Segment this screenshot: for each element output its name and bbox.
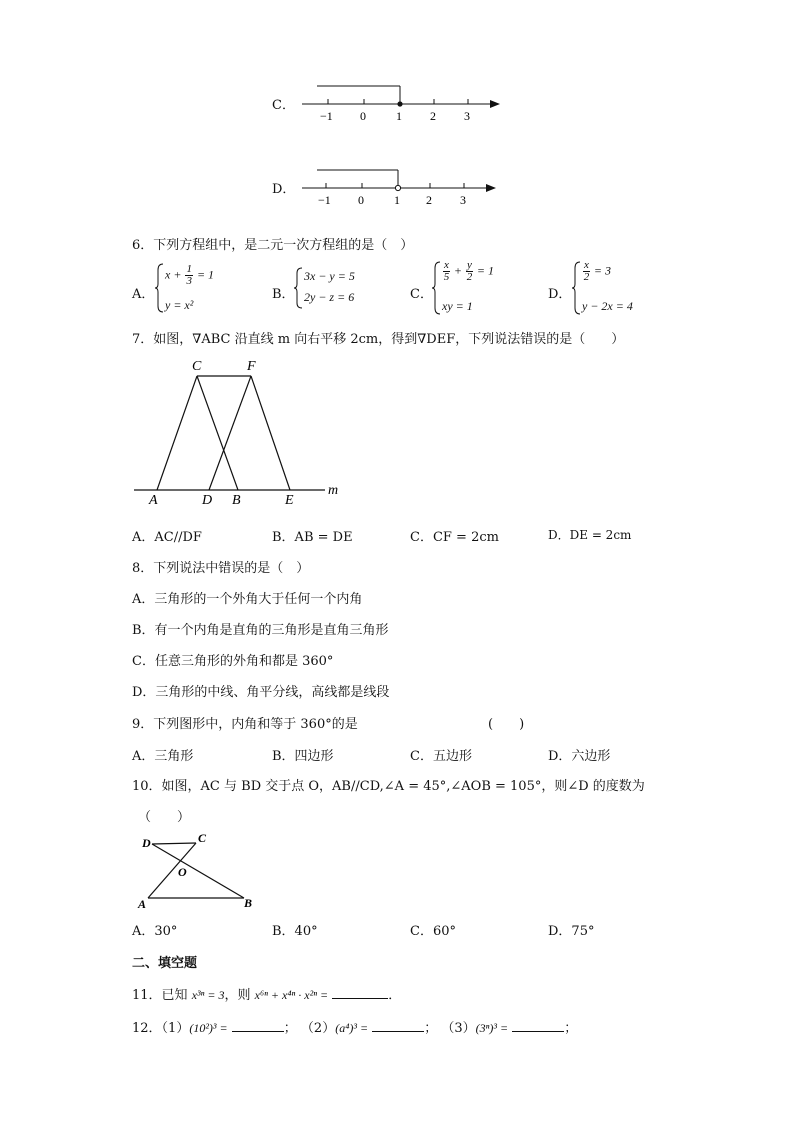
brace-icon	[155, 262, 165, 314]
q6-system-a	[155, 262, 255, 314]
q8-option-d: D．三角形的中线、角平分线，高线都是线段	[132, 685, 390, 700]
brace-icon	[294, 266, 304, 310]
tick-label: 2	[430, 109, 436, 123]
q6-d-frac-num: x	[584, 259, 589, 271]
q6-c-row1-post: = 1	[476, 263, 494, 278]
q12-p3-label: （3）	[441, 1021, 476, 1036]
q12-sep1: ；	[283, 1021, 297, 1036]
q6-option-b-label: B．	[272, 287, 295, 302]
q6-option-a-label: A．	[132, 287, 155, 302]
tick-label: 3	[460, 193, 466, 207]
answer-blank[interactable]	[232, 1019, 284, 1032]
q6-option-d-label: D．	[548, 287, 572, 302]
q12-p1-label: （1）	[161, 1021, 190, 1036]
q8-option-a: A．三角形的一个外角大于任何一个内角	[132, 592, 363, 607]
point-label-e: E	[285, 493, 294, 508]
answer-blank[interactable]	[512, 1019, 564, 1032]
answer-blank[interactable]	[372, 1019, 424, 1032]
q12-sep3: ；	[564, 1021, 578, 1036]
point-label-d: D	[202, 493, 213, 508]
q11-given: x³ⁿ = 3	[191, 988, 225, 1002]
q6-system-c	[432, 260, 532, 316]
q11-end: ．	[388, 988, 402, 1003]
q6-c-frac1-num: x	[444, 259, 449, 271]
q10-option-c: C．60°	[410, 924, 456, 939]
q5-option-d-label: D．	[272, 182, 296, 197]
q12-p2-label: （2）	[300, 1021, 336, 1036]
section-title: 二、填空题	[132, 956, 198, 971]
q6-a-row1-pre: x +	[165, 267, 182, 282]
tick-label: 0	[358, 193, 364, 207]
point-label-c: C	[198, 831, 207, 845]
q9-option-c: C．五边形	[410, 749, 472, 764]
q8-option-b: B．有一个内角是直角的三角形是直角三角形	[132, 623, 389, 638]
q6-a-frac-den: 3	[186, 275, 192, 287]
point-label-b: B	[232, 493, 241, 508]
q6-c-frac1-den: 5	[443, 271, 450, 283]
number-line-d	[300, 164, 510, 209]
point-label-a: A	[149, 493, 158, 508]
tick-label: −1	[320, 109, 333, 123]
point-label-b: B	[244, 896, 253, 910]
q6-d-row1-post: = 3	[593, 263, 611, 278]
q12-p3-expr: (3ⁿ)³ =	[475, 1021, 509, 1035]
q9-paren: ( )	[488, 717, 525, 732]
q9-stem: 9．下列图形中，内角和等于 360°的是	[132, 717, 358, 732]
q10-option-d: D．75°	[548, 924, 595, 939]
q11-mid: ，则	[224, 988, 251, 1003]
q12-prefix: 12．	[132, 1021, 162, 1036]
q6-system-b	[294, 266, 394, 310]
hollow-dot	[395, 185, 400, 190]
q6-b-row1: 3x − y = 5	[304, 269, 355, 283]
q6-d-frac-den: 2	[583, 271, 590, 283]
q12-sep2: ；	[424, 1021, 438, 1036]
q5-option-c-label: C．	[272, 98, 295, 113]
point-label-f: F	[247, 359, 256, 374]
tick-label: 1	[394, 193, 400, 207]
q11-line	[132, 984, 401, 1003]
q7-option-d: D．DE = 2cm	[548, 528, 632, 542]
q8-option-c: C．任意三角形的外角和都是 360°	[132, 654, 334, 669]
q11-expr: x⁶ⁿ + x⁴ⁿ · x²ⁿ =	[254, 988, 329, 1002]
q6-system-d	[572, 260, 672, 316]
q7-translation-figure	[130, 355, 350, 510]
q6-stem: 6．下列方程组中，是二元一次方程组的是（ ）	[132, 238, 414, 253]
q12-line	[132, 1017, 577, 1036]
tick-label: 2	[426, 193, 432, 207]
point-label-c: C	[192, 359, 202, 374]
number-line-c	[300, 80, 510, 125]
q12-p1-expr: (10²)³ =	[189, 1021, 228, 1035]
q6-option-c-label: C．	[410, 287, 433, 302]
q6-c-row2: xy = 1	[442, 299, 473, 313]
q10-intersecting-lines-figure	[132, 828, 262, 913]
brace-icon	[432, 260, 442, 316]
q10-option-a: A．30°	[132, 924, 178, 939]
brace-icon	[572, 260, 582, 316]
q9-option-b: B．四边形	[272, 749, 334, 764]
point-label-o: O	[178, 865, 187, 879]
q7-option-a: A．AC//DF	[132, 530, 202, 545]
tick-label: −1	[318, 193, 331, 207]
q6-b-row2: 2y − z = 6	[304, 290, 355, 304]
q6-a-row1-post: = 1	[196, 267, 215, 282]
q7-stem: 7．如图，∇ABC 沿直线 m 向右平移 2cm，得到∇DEF，下列说法错误的是（ ）	[132, 332, 625, 347]
q8-stem: 8．下列说法中错误的是（ ）	[132, 561, 310, 576]
q6-c-frac2-num: y	[467, 259, 472, 271]
q6-c-frac2-den: 2	[466, 271, 473, 283]
q9-option-a: A．三角形	[132, 749, 194, 764]
point-label-a: A	[138, 897, 147, 911]
solid-dot	[397, 101, 402, 106]
q10-option-b: B．40°	[272, 924, 318, 939]
q6-a-row2: y = x²	[165, 298, 194, 312]
q9-option-d: D．六边形	[548, 749, 611, 764]
q6-d-row2: y − 2x = 4	[582, 299, 633, 313]
q10-stem: 10．如图，AC 与 BD 交于点 O，AB//CD,∠A = 45°,∠AOB = 105°，则∠D 的度数为	[132, 779, 645, 794]
tick-label: 0	[360, 109, 366, 123]
q11-prefix: 11．已知	[132, 988, 188, 1003]
q10-paren: （ ）	[138, 810, 191, 825]
q6-c-plus: +	[453, 263, 462, 278]
tick-label: 1	[396, 109, 402, 123]
q12-p2-expr: (a⁴)³ =	[335, 1021, 369, 1035]
tick-label: 3	[464, 109, 470, 123]
q6-a-frac-num: 1	[186, 263, 192, 275]
line-label-m: m	[328, 483, 339, 498]
q7-option-c: C．CF = 2cm	[410, 530, 499, 545]
q7-option-b: B．AB = DE	[272, 530, 353, 545]
point-label-d: D	[142, 836, 151, 850]
answer-blank[interactable]	[332, 986, 388, 999]
